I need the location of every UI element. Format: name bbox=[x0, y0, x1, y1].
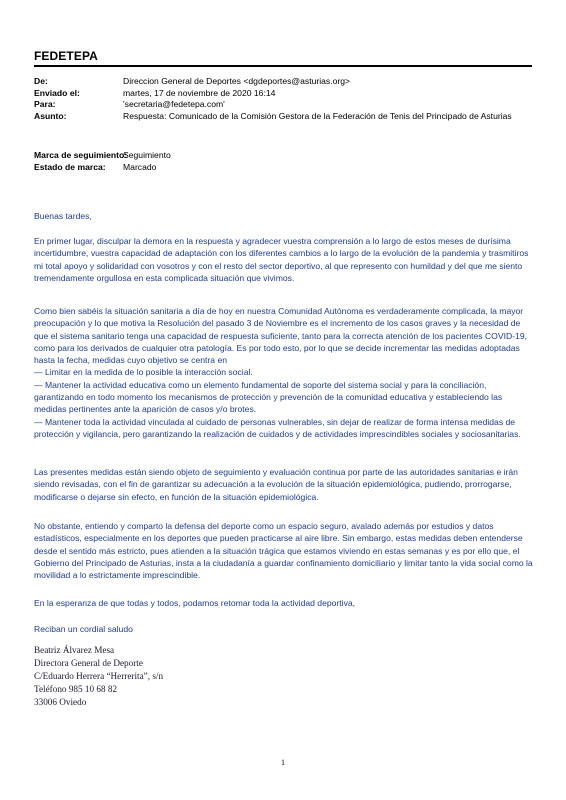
org-title: FEDETEPA bbox=[34, 49, 98, 63]
sent-value: martes, 17 de noviembre de 2020 16:14 bbox=[123, 87, 276, 98]
closing bbox=[34, 623, 534, 635]
greeting bbox=[34, 210, 534, 222]
to-value: 'secretaria@fedetepa.com' bbox=[123, 99, 225, 109]
from-value: Direccion General de Deportes <dgdeportes@asturias.org> bbox=[123, 76, 351, 86]
subject-label: Asunto: bbox=[34, 110, 67, 121]
from-label: De: bbox=[34, 76, 48, 86]
subject-value: Respuesta: Comunicado de la Comisión Gestora de la Federación de Tenis del Principado de Asturias bbox=[123, 110, 512, 121]
signature-role: Directora General de Deporte bbox=[34, 658, 143, 668]
paragraph-5 bbox=[34, 597, 534, 609]
measure-item-2: — Mantener la actividad educativa como un elemento fundamental de soporte del sistema social y para la conciliación, garantizando en todo momento los mecanismos de protección y prevención de la comunidad educativa y estableciendo las medidas pertinentes ante la aparición de casos y/o brotes. bbox=[34, 379, 503, 415]
paragraph-2 bbox=[34, 305, 534, 440]
paragraph-4 bbox=[34, 520, 534, 581]
paragraph-1-text: En primer lugar, disculpar la demora en la respuesta y agradecer vuestra comprensión a lo largo de estos meses de durísima incertidumbre, vuestra capacidad de adaptación con los diferentes cambios a lo largo de la evolución de la pandemia y trasmitiros mi total apoyo y solidaridad con vosotros y con el resto del sector deportivo, al que represento con humildad y del que me siento tremendamente orgullosa en esta complicada situación que vivimos. bbox=[34, 236, 529, 283]
paragraph-2-text: Como bien sabéis la situación sanitaria a día de hoy en nuestra Comunidad Autónoma es verdaderamente complicada, la mayor preocupación y lo que motiva la Resolución del pasado 3 de Noviembre es el incremento de los casos graves y la necesidad de que el sistema sanitario tenga una capacidad de respuesta suficiente, tanto para la correcta atención de los pacientes COVID-19, como para los derivados de cualquier otra patología. Es por todo esto, por lo que se decide incrementar las medidas adoptadas hasta la fecha, medidas cuyo objetivo se centra en bbox=[34, 306, 528, 366]
flag-status-value: Marcado bbox=[123, 161, 157, 172]
sent-label: Enviado el: bbox=[34, 87, 80, 98]
paragraph-4-text: No obstante, entiendo y comparto la defensa del deporte como un espacio seguro, avalado además por estudios y datos estadísticos, especialmente en los deportes que pueden practicarse al aire libre. Sin embargo, estas medidas deben entenderse desde el sentido más estricto, pues atienden a la situación trágica que estamos viviendo en estas semanas y es por ello que, el Gobierno del Principado de Asturias, insta a la ciudadanía a guardar confinamiento domiciliario y limitar tanto la vida social como la movilidad a lo estrictamente imprescindible. bbox=[34, 521, 533, 581]
signature-city: 33006 Oviedo bbox=[34, 697, 87, 707]
signature-address: C/Eduardo Herrera “Herrerita”, s/n bbox=[34, 671, 164, 681]
closing-text: Reciban un cordial saludo bbox=[34, 624, 133, 634]
signature-name: Beatriz Álvarez Mesa bbox=[34, 645, 115, 655]
flag-value: Seguimiento bbox=[123, 150, 171, 160]
measure-item-3: — Mantener toda la actividad vinculada al cuidado de personas vulnerables, sin dejar de realizar de forma intensa medidas de protección y vigilancia, pero garantizando la realización de cuidados y de actividades imprescindibles sociales y sociosanitarias. bbox=[34, 416, 521, 439]
greeting-text: Buenas tardes, bbox=[34, 211, 92, 221]
paragraph-3-text: Las presentes medidas están siendo objeto de seguimiento y evaluación continua por parte de las autoridades sanitarias e irán siendo revisadas, con el fin de garantizar su adecuación a la evolución de la situación epidemiológica, pudiendo, prorrogarse, modificarse o dejarse sin efecto, en función de la situación epidemiológica. bbox=[34, 467, 518, 502]
flag-label: Marca de seguimiento: bbox=[34, 150, 128, 160]
to-label: Para: bbox=[34, 99, 56, 109]
page-number: 1 bbox=[281, 758, 285, 767]
paragraph-1 bbox=[34, 235, 534, 284]
signature-phone: Teléfono 985 10 68 82 bbox=[34, 684, 118, 694]
title-divider bbox=[34, 65, 532, 67]
measure-item-1: — Limitar en la medida de lo posible la interacción social. bbox=[34, 367, 253, 378]
paragraph-5-text: En la esperanza de que todas y todos, podamos retomar toda la actividad deportiva, bbox=[34, 598, 356, 608]
paragraph-3 bbox=[34, 466, 534, 503]
flag-status-label: Estado de marca: bbox=[34, 161, 106, 172]
signature-block bbox=[34, 644, 334, 709]
